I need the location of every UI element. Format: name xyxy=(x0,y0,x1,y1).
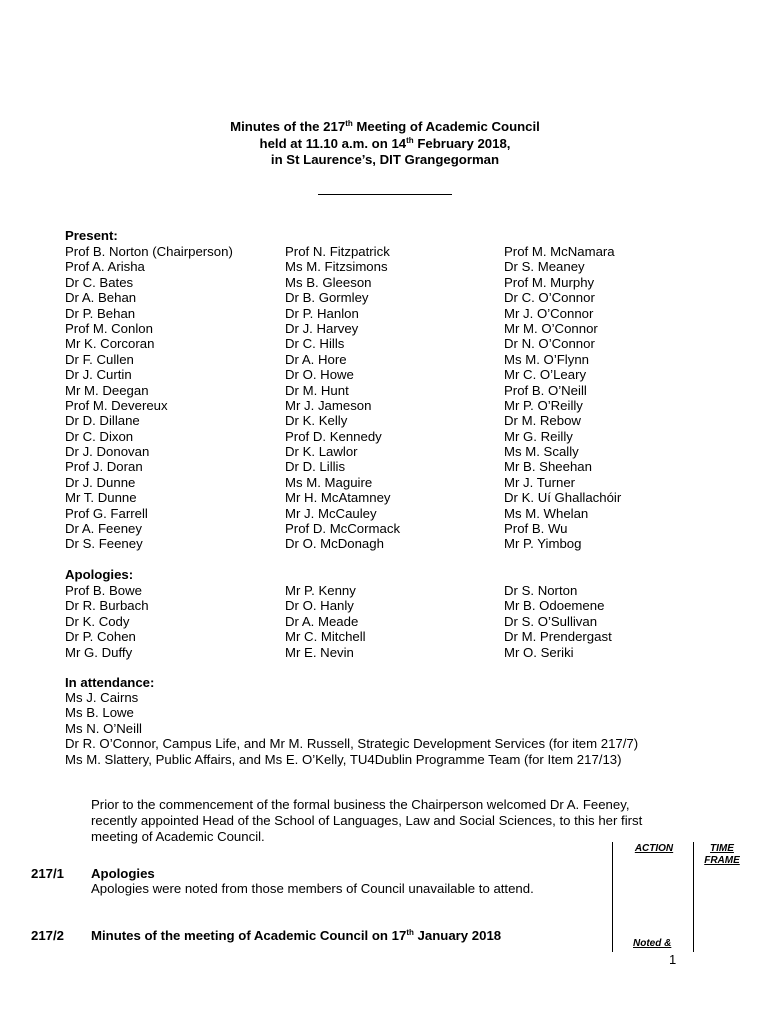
member-name: Prof B. Norton (Chairperson) xyxy=(65,244,233,259)
action-column-divider xyxy=(612,842,613,952)
member-name: Prof J. Doran xyxy=(65,459,143,475)
action-noted-label: Noted & xyxy=(633,938,672,949)
member-name: Mr P. Yimbog xyxy=(504,536,582,552)
item-title: Minutes of the meeting of Academic Council on 17th January 2018 xyxy=(91,928,502,943)
member-name: Prof M. Devereux xyxy=(65,397,168,413)
member-name: Prof N. Fitzpatrick xyxy=(285,244,390,259)
apologies-heading: Apologies: xyxy=(65,567,134,582)
member-name: Prof M. Murphy xyxy=(504,274,595,290)
member-name: Mr M. Deegan xyxy=(65,382,149,398)
item-number: 217/1 xyxy=(31,866,65,881)
paragraph-line: meeting of Academic Council. xyxy=(91,829,265,845)
member-name: Dr O. Howe xyxy=(285,367,354,383)
title-line-2: held at 11.10 a.m. on 14th February 2018, xyxy=(259,135,511,151)
title-line-3: in St Laurence’s, DIT Grangegorman xyxy=(270,152,500,167)
member-name: Mr J. O’Connor xyxy=(504,305,594,321)
member-name: Dr A. Hore xyxy=(285,351,347,367)
action-column-header: ACTION xyxy=(634,843,674,854)
apologies-column-2 xyxy=(285,583,366,660)
member-name: Dr K. Lawlor xyxy=(285,444,358,460)
member-name: Mr J. Turner xyxy=(504,474,576,490)
member-name: Dr A. Feeney xyxy=(65,521,142,537)
member-name: Prof D. McCormack xyxy=(285,521,401,537)
member-name: Mr M. O’Connor xyxy=(504,320,598,336)
member-name: Dr P. Behan xyxy=(65,305,136,321)
member-name: Dr C. O’Connor xyxy=(504,290,595,306)
attendee-line: Ms B. Lowe xyxy=(65,705,134,721)
item-title: Apologies xyxy=(91,866,155,881)
member-name: Ms M. Fitzsimons xyxy=(285,259,388,275)
member-name: Dr K. Uí Ghallachóir xyxy=(504,490,622,506)
member-name: Mr B. Sheehan xyxy=(504,459,592,475)
item-body: Apologies were noted from those members of Council unavailable to attend. xyxy=(91,881,534,896)
member-name: Dr A. Meade xyxy=(285,613,359,629)
member-name: Ms B. Gleeson xyxy=(285,274,372,290)
member-name: Ms M. Maguire xyxy=(285,474,373,490)
present-heading: Present: xyxy=(65,228,118,243)
attendee-line: Ms N. O’Neill xyxy=(65,720,142,736)
member-name: Mr E. Nevin xyxy=(285,644,354,660)
attendee-line: Ms M. Slattery, Public Affairs, and Ms E. O’Kelly, TU4Dublin Programme Team (for Item 217/13) xyxy=(65,751,622,767)
member-name: Dr J. Harvey xyxy=(285,320,359,336)
member-name: Dr C. Dixon xyxy=(65,428,134,444)
attendance-heading: In attendance: xyxy=(65,675,155,690)
member-name: Dr S. O’Sullivan xyxy=(504,613,598,629)
present-column-3 xyxy=(504,244,621,552)
timeframe-header-line-1: TIME xyxy=(710,843,734,854)
member-name: Mr G. Reilly xyxy=(504,428,573,444)
member-name: Dr K. Cody xyxy=(65,613,130,629)
timeframe-column-header xyxy=(696,843,748,867)
member-name: Dr J. Dunne xyxy=(65,474,136,490)
paragraph-line: recently appointed Head of the School of Languages, Law and Social Sciences, to this her first xyxy=(91,813,643,829)
member-name: Mr H. McAtamney xyxy=(285,490,391,506)
member-name: Mr K. Corcoran xyxy=(65,336,155,352)
member-name: Dr K. Kelly xyxy=(285,413,348,429)
attendee-line: Ms J. Cairns xyxy=(65,690,139,705)
member-name: Dr N. O’Connor xyxy=(504,336,595,352)
member-name: Prof M. Conlon xyxy=(65,320,153,336)
member-name: Mr J. Jameson xyxy=(285,397,372,413)
member-name: Dr M. Rebow xyxy=(504,413,581,429)
apologies-column-3 xyxy=(504,583,612,660)
member-name: Mr C. O’Leary xyxy=(504,367,587,383)
timeframe-header-line-2: FRAME xyxy=(704,855,740,866)
member-name: Mr C. Mitchell xyxy=(285,629,366,645)
member-name: Dr J. Curtin xyxy=(65,367,132,383)
member-name: Prof B. O’Neill xyxy=(504,382,587,398)
member-name: Dr P. Cohen xyxy=(65,629,136,645)
member-name: Dr S. Meaney xyxy=(504,259,585,275)
document-title xyxy=(0,119,770,169)
member-name: Mr T. Dunne xyxy=(65,490,137,506)
member-name: Dr F. Cullen xyxy=(65,351,134,367)
member-name: Dr D. Lillis xyxy=(285,459,346,475)
member-name: Dr S. Feeney xyxy=(65,536,143,552)
member-name: Prof M. McNamara xyxy=(504,244,615,259)
member-name: Dr C. Hills xyxy=(285,336,345,352)
member-name: Mr B. Odoemene xyxy=(504,598,605,614)
apologies-column-1 xyxy=(65,583,149,660)
attendee-line: Dr R. O’Connor, Campus Life, and Mr M. Russell, Strategic Development Services (for item 217/7) xyxy=(65,736,639,752)
item-number: 217/2 xyxy=(31,928,65,943)
member-name: Mr P. O’Reilly xyxy=(504,397,583,413)
member-name: Ms M. O’Flynn xyxy=(504,351,589,367)
member-name: Ms M. Scally xyxy=(504,444,579,460)
member-name: Dr M. Hunt xyxy=(285,382,349,398)
member-name: Ms M. Whelan xyxy=(504,505,589,521)
member-name: Dr A. Behan xyxy=(65,290,137,306)
member-name: Mr G. Duffy xyxy=(65,644,133,660)
member-name: Prof B. Bowe xyxy=(65,583,142,598)
attendance-list xyxy=(65,690,638,767)
member-name: Prof A. Arisha xyxy=(65,259,145,275)
member-name: Dr B. Gormley xyxy=(285,290,369,306)
member-name: Dr M. Prendergast xyxy=(504,629,612,645)
title-underline-rule xyxy=(318,194,452,195)
member-name: Dr O. Hanly xyxy=(285,598,354,614)
member-name: Prof D. Kennedy xyxy=(285,428,382,444)
member-name: Mr P. Kenny xyxy=(285,583,356,598)
member-name: Prof B. Wu xyxy=(504,521,568,537)
member-name: Dr S. Norton xyxy=(504,583,578,598)
member-name: Dr C. Bates xyxy=(65,274,134,290)
page-number: 1 xyxy=(669,952,677,967)
present-column-1 xyxy=(65,244,233,552)
member-name: Dr O. McDonagh xyxy=(285,536,384,552)
intro-paragraph xyxy=(91,797,691,846)
member-name: Mr O. Seriki xyxy=(504,644,574,660)
member-name: Prof G. Farrell xyxy=(65,505,148,521)
present-column-2 xyxy=(285,244,400,552)
member-name: Dr J. Donovan xyxy=(65,444,150,460)
timeframe-column-divider xyxy=(693,842,694,952)
paragraph-line: Prior to the commencement of the formal business the Chairperson welcomed Dr A. Feeney, xyxy=(91,797,630,812)
member-name: Dr R. Burbach xyxy=(65,598,149,614)
member-name: Dr P. Hanlon xyxy=(285,305,359,321)
title-line-1: Minutes of the 217th Meeting of Academic Council xyxy=(230,119,540,134)
member-name: Mr J. McCauley xyxy=(285,505,377,521)
member-name: Dr D. Dillane xyxy=(65,413,140,429)
